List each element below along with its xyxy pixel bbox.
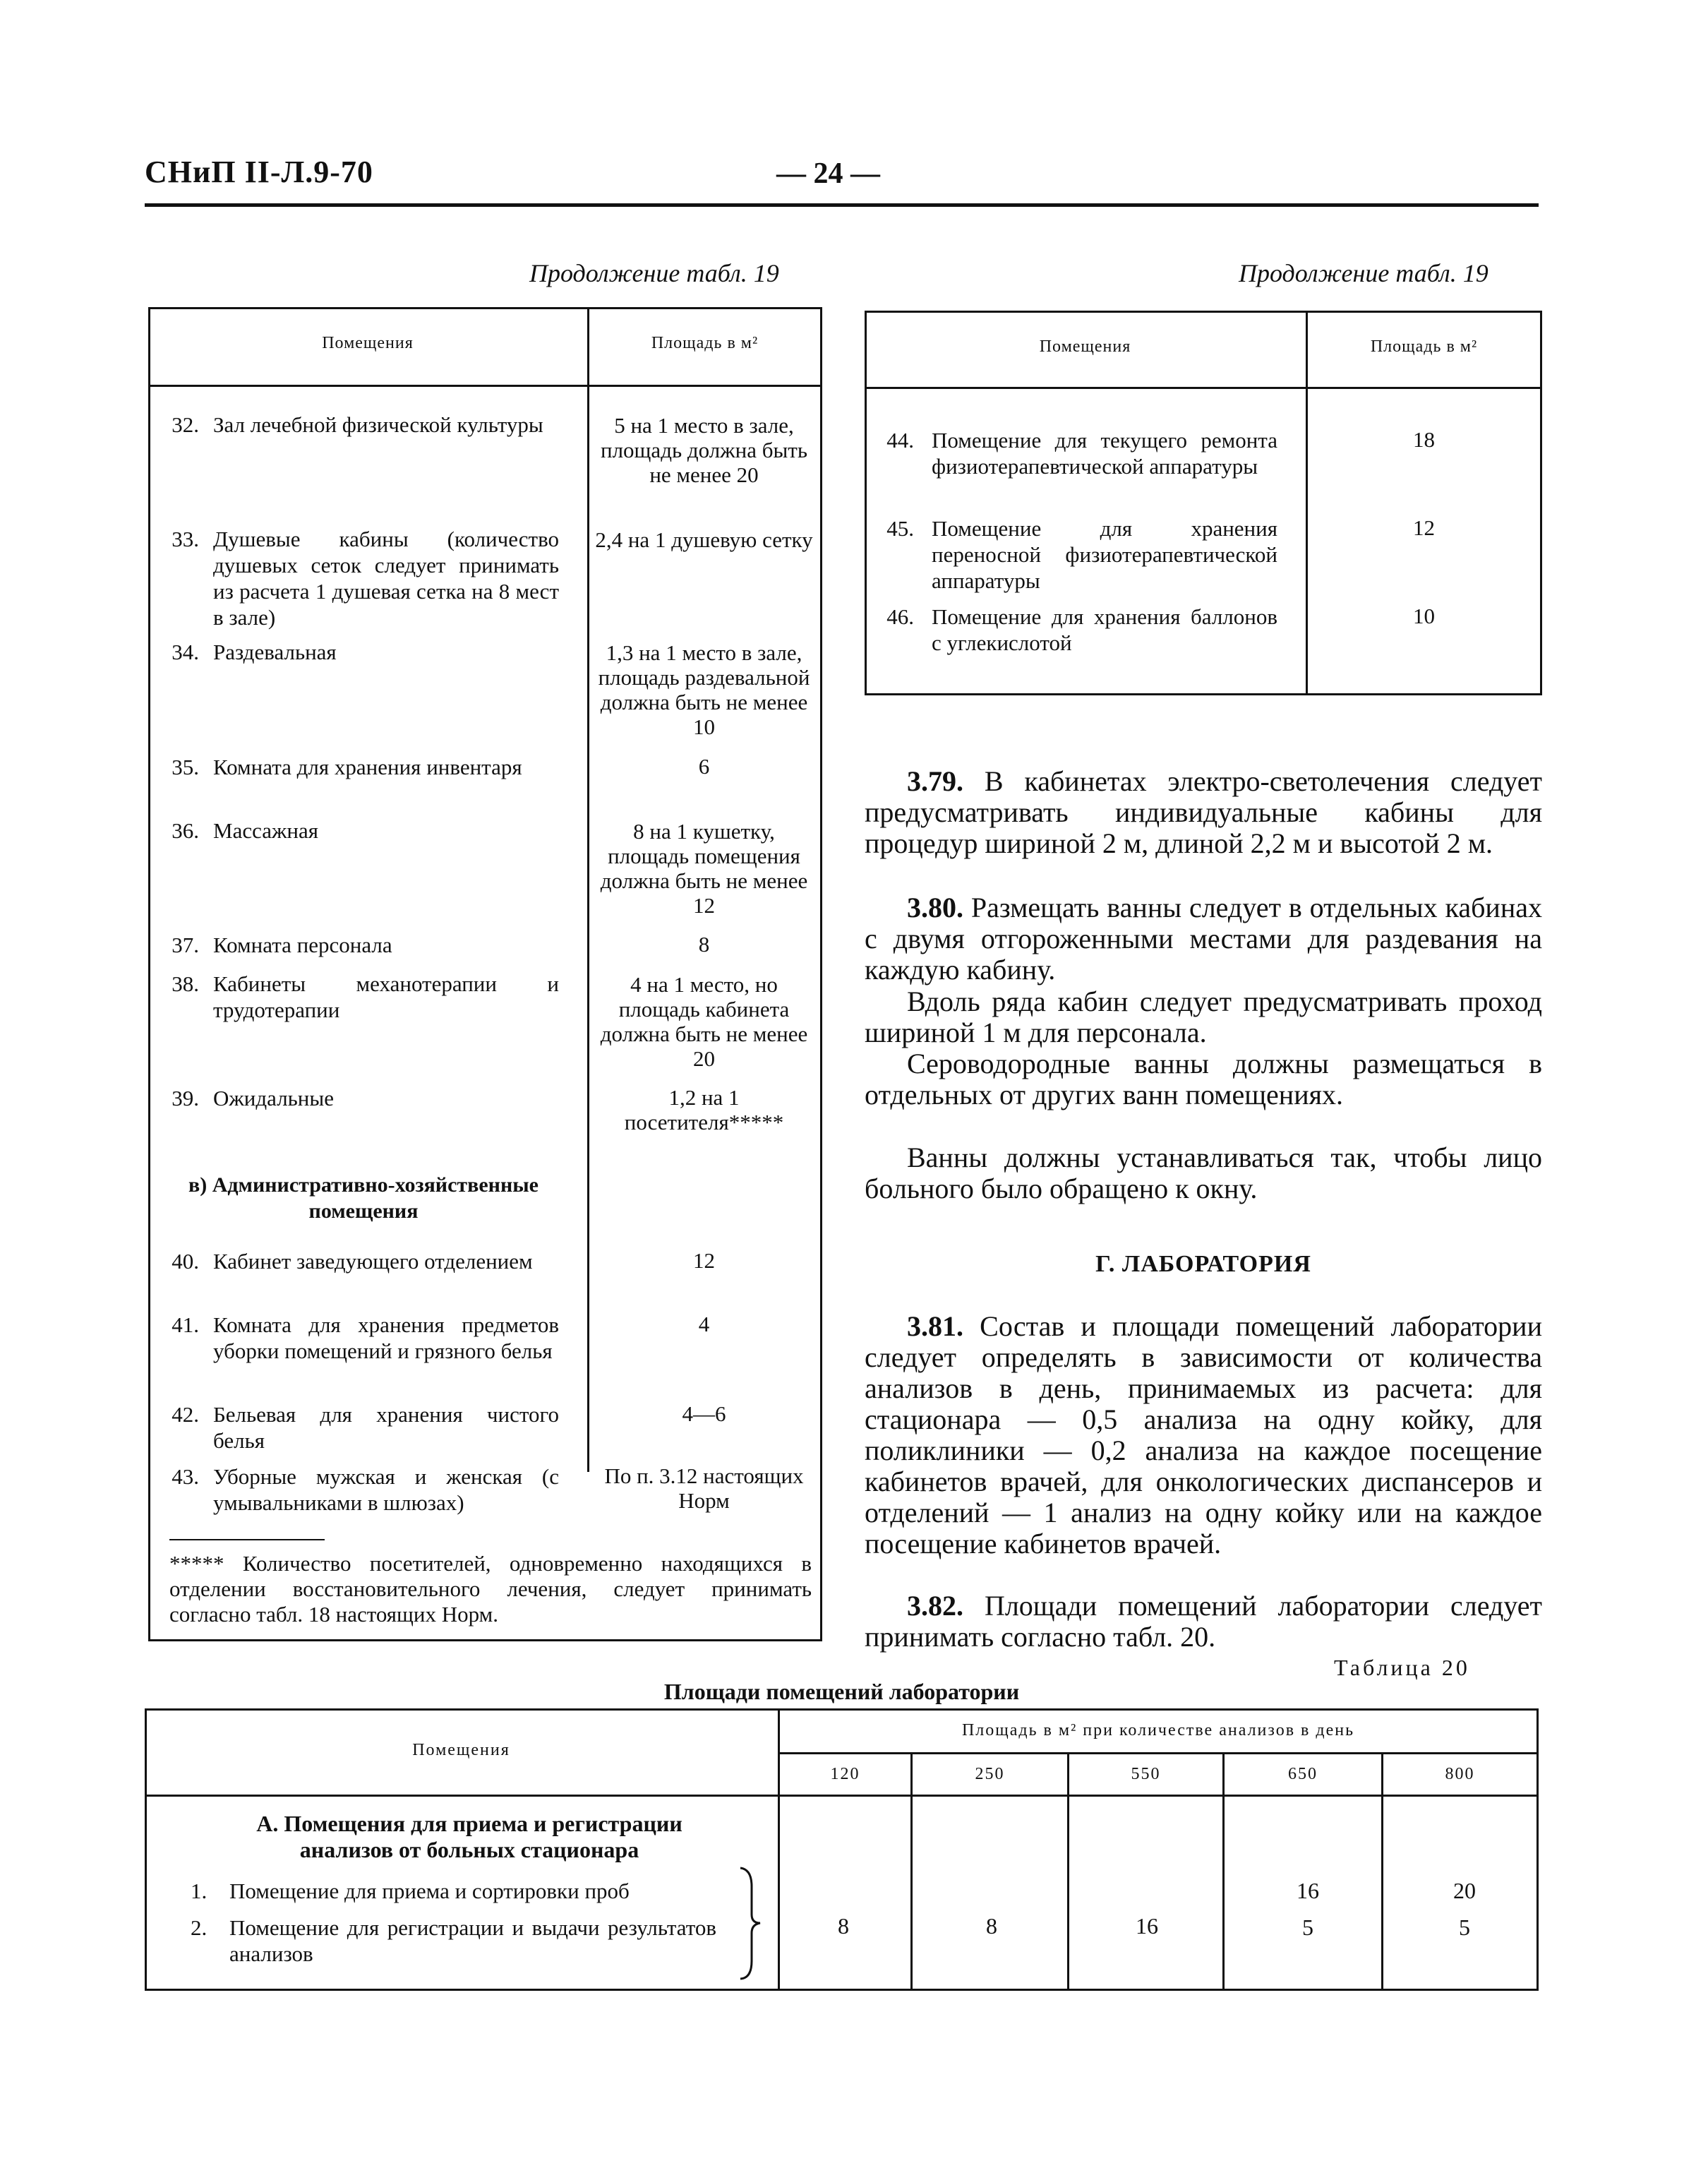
row-name: Ожидальные bbox=[213, 1086, 334, 1110]
right-col-rooms-header: Помещения bbox=[1039, 337, 1131, 356]
row-num: 32. bbox=[172, 412, 199, 437]
paragraph-3-80-number: 3.80. bbox=[907, 892, 963, 923]
paragraph-3-80 bbox=[865, 892, 1542, 986]
paragraph-3-81 bbox=[865, 1311, 1542, 1559]
row-area: По п. 3.12 настоящих Норм bbox=[604, 1463, 804, 1513]
right-col-area-header: Площадь в м² bbox=[1370, 337, 1478, 356]
table-20-label: Таблица 20 bbox=[1334, 1655, 1470, 1680]
row-area: 4 bbox=[698, 1312, 710, 1336]
value-650-row1: 16 bbox=[1297, 1878, 1319, 1903]
row-num: 34. bbox=[172, 640, 199, 664]
paragraph-3-80-text: Размещать ванны следует в отдельных кабинах с двумя отгороженными местами для раздевания на каждую кабину. bbox=[865, 892, 1542, 986]
left-col-area-header: Площадь в м² bbox=[651, 334, 759, 352]
page-number: — 24 — bbox=[776, 157, 880, 190]
row-num: 35. bbox=[172, 755, 199, 779]
paragraph-3-80-b: Вдоль ряда кабин следует предусматривать проход шириной 1 м для персонала. bbox=[865, 986, 1542, 1048]
paragraph-3-82-number: 3.82. bbox=[907, 1590, 963, 1622]
value-550: 16 bbox=[1136, 1913, 1158, 1939]
count-120: 120 bbox=[830, 1765, 860, 1783]
left-col-rooms-header: Помещения bbox=[322, 334, 414, 352]
row-num: 46. bbox=[886, 604, 914, 629]
row-area: 1,2 на 1 посетителя***** bbox=[624, 1085, 784, 1134]
paragraph-3-79 bbox=[865, 766, 1542, 859]
row-area: 18 bbox=[1413, 427, 1435, 452]
row-area: 12 bbox=[693, 1248, 715, 1273]
row-num: 33. bbox=[172, 527, 199, 551]
row-name: Душевые кабины (количество душевых сеток следует принимать из расчета 1 душевая сетка на 8 мест в зале) bbox=[213, 527, 559, 630]
row-name: Комната для хранения предметов уборки помещений и грязного белья bbox=[213, 1312, 559, 1363]
table-20-row-num: 1. bbox=[191, 1879, 208, 1903]
row-area: 1,3 на 1 место в зале, площадь раздевальной должна быть не менее 10 bbox=[598, 640, 810, 739]
row-area: 2,4 на 1 душевую сетку bbox=[595, 527, 813, 552]
row-area: 8 bbox=[698, 932, 710, 957]
table-20-col-rooms: Помещения bbox=[412, 1741, 510, 1759]
value-250: 8 bbox=[986, 1913, 997, 1939]
table-20-row-num: 2. bbox=[191, 1915, 208, 1940]
row-name: Помещение для текущего ремонта физиотерапевтической аппаратуры bbox=[932, 428, 1277, 479]
paragraph-3-80-d: Ванны должны устанавливаться так, чтобы лицо больного было обращено к окну. bbox=[865, 1142, 1542, 1204]
paragraph-3-80-c: Сероводородные ванны должны размещаться в отдельных от других ванн помещениях. bbox=[865, 1048, 1542, 1110]
paragraph-3-81-text: Состав и площади помещений лаборатории следует определять в зависимости от количества анализов в день, принимаемых из расчета: для стационара — 0,5 анализа на одну койку, для поликлиники — 0,2 анализа на каждое посещение кабинетов врачей, для онкологических диспансеров и отделений — 1 анализ на одну койку или на каждое посещение кабинетов врачей. bbox=[865, 1310, 1542, 1559]
row-area: 4 на 1 место, но площадь кабинета должна быть не менее 20 bbox=[600, 972, 808, 1071]
row-name: Зал лечебной физической культуры bbox=[213, 412, 543, 437]
row-name: Раздевальная bbox=[213, 640, 337, 664]
section-heading-admin: в) Административно-хозяйственные помещения bbox=[188, 1173, 539, 1223]
brace-icon bbox=[736, 1865, 764, 1982]
row-area: 6 bbox=[698, 754, 710, 779]
count-250: 250 bbox=[975, 1765, 1005, 1783]
row-num: 39. bbox=[172, 1086, 199, 1110]
value-650-row2: 5 bbox=[1302, 1915, 1313, 1940]
row-name: Кабинеты механотерапии и трудотерапии bbox=[213, 971, 559, 1022]
footnote: ***** Количество посетителей, одновременно находящихся в отделении восстановительного лечения, следует принимать согласно табл. 18 настоящих Норм. bbox=[169, 1551, 812, 1627]
row-num: 44. bbox=[886, 428, 914, 453]
paragraph-3-82 bbox=[865, 1591, 1542, 1653]
table-20-title: Площади помещений лаборатории bbox=[663, 1679, 1020, 1704]
row-name: Массажная bbox=[213, 818, 319, 843]
left-table-continuation: Продолжение табл. 19 bbox=[529, 259, 779, 287]
row-area: 5 на 1 место в зале, площадь должна быть не менее 20 bbox=[601, 413, 807, 487]
paragraph-3-82-text: Площади помещений лаборатории следует принимать согласно табл. 20. bbox=[865, 1590, 1542, 1653]
row-name: Комната персонала bbox=[213, 933, 392, 957]
row-name: Уборные мужская и женская (с умывальниками в шлюзах) bbox=[213, 1464, 559, 1515]
section-heading-laboratory: Г. ЛАБОРАТОРИЯ bbox=[1095, 1251, 1311, 1277]
row-name: Комната для хранения инвентаря bbox=[213, 755, 522, 779]
count-550: 550 bbox=[1131, 1765, 1161, 1783]
row-num: 43. bbox=[172, 1464, 199, 1489]
row-num: 38. bbox=[172, 971, 199, 996]
document-code: СНиП II-Л.9-70 bbox=[145, 155, 373, 189]
right-table-continuation: Продолжение табл. 19 bbox=[1239, 259, 1489, 287]
row-name: Бельевая для хранения чистого белья bbox=[213, 1402, 559, 1453]
table-20-row-name: Помещение для приема и сортировки проб bbox=[229, 1879, 630, 1903]
paragraph-3-79-number: 3.79. bbox=[907, 765, 963, 797]
row-area: 4—6 bbox=[682, 1401, 726, 1426]
count-800: 800 bbox=[1445, 1765, 1475, 1783]
value-120: 8 bbox=[838, 1913, 849, 1939]
row-area: 12 bbox=[1413, 515, 1435, 540]
table-20-row-name: Помещение для регистрации и выдачи результатов анализов bbox=[229, 1915, 716, 1966]
row-area: 10 bbox=[1413, 604, 1435, 628]
row-num: 36. bbox=[172, 818, 199, 843]
table-20-col-area: Площадь в м² при количестве анализов в день bbox=[961, 1721, 1355, 1739]
row-area: 8 на 1 кушетку, площадь помещения должна быть не менее 12 bbox=[600, 819, 808, 918]
value-800-row1: 20 bbox=[1453, 1878, 1476, 1903]
row-name: Кабинет заведующего отделением bbox=[213, 1249, 533, 1274]
table-20-section: А. Помещения для приема и регистрации анализов от больных стационара bbox=[256, 1811, 682, 1862]
row-num: 40. bbox=[172, 1249, 199, 1274]
header-rule bbox=[145, 203, 1539, 207]
row-num: 42. bbox=[172, 1402, 199, 1427]
row-name: Помещение для хранения переносной физиотерапевтической аппаратуры bbox=[932, 516, 1277, 593]
row-num: 45. bbox=[886, 516, 914, 541]
paragraph-3-81-number: 3.81. bbox=[907, 1310, 963, 1342]
count-650: 650 bbox=[1288, 1765, 1318, 1783]
value-800-row2: 5 bbox=[1459, 1915, 1470, 1940]
row-name: Помещение для хранения баллонов с углекислотой bbox=[932, 604, 1277, 655]
row-num: 41. bbox=[172, 1312, 199, 1337]
footnote-rule bbox=[169, 1539, 325, 1540]
row-num: 37. bbox=[172, 933, 199, 957]
paragraph-3-79-text: В кабинетах электро-светолечения следует предусматривать индивидуальные кабины для процедур шириной 2 м, длиной 2,2 м и высотой 2 м. bbox=[865, 765, 1542, 859]
